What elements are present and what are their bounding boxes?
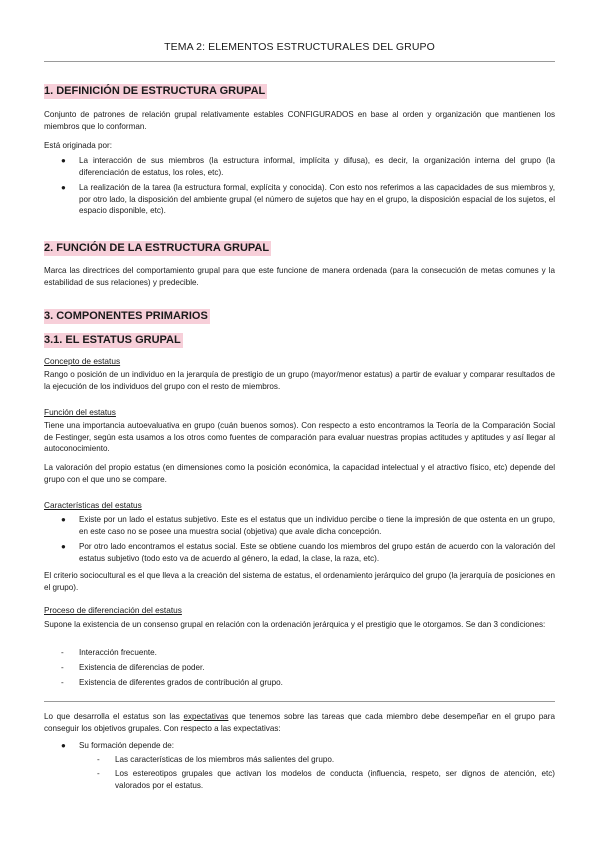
- proceso-item-3: Existencia de diferentes grados de contribución al grupo.: [79, 678, 283, 687]
- expectativas-text-before: Lo que desarrolla el estatus son las: [44, 712, 184, 721]
- expectativas-paragraph: [44, 711, 555, 734]
- concepto-title: Concepto de estatus: [44, 356, 121, 366]
- dash-marker: -: [97, 769, 100, 778]
- section-2-paragraph: Marca las directrices del comportamiento grupal para que este funcione de manera ordenada (para la consecución de metas comunes y la estabilidad de sus relaciones) y predecible.: [44, 266, 555, 287]
- caracteristicas-bullet-1: Existe por un lado el estatus subjetivo. Este es el estatus que un individuo percibe o tiene la impresión de que ostenta en un grupo, en este caso no se posee una muestra social (objetiva) que avale dicha concepción.: [79, 515, 555, 536]
- expectativas-bullet: Su formación depende de:: [79, 741, 174, 750]
- section-1-paragraph: Conjunto de patrones de relación grupal relativamente estables CONFIGURADOS en base al orden y organización que mantienen los miembros que lo conforman.: [44, 110, 555, 131]
- proceso-paragraph: Supone la existencia de un consenso grupal en relación con la ordenación jerárquica y el prestigio que le otorgamos. Se dan 3 condiciones:: [44, 620, 546, 629]
- funcion-title: Función del estatus: [44, 407, 116, 417]
- section-2-heading: 2. FUNCIÓN DE LA ESTRUCTURA GRUPAL: [44, 242, 270, 254]
- bullet-dot: ●: [61, 183, 66, 192]
- expectativas-item-1: Las características de los miembros más salientes del grupo.: [115, 755, 335, 764]
- proceso-title: Proceso de diferenciación del estatus: [44, 605, 182, 615]
- caracteristicas-title: Características del estatus: [44, 500, 142, 510]
- section-1-heading: 1. DEFINICIÓN DE ESTRUCTURA GRUPAL: [44, 85, 266, 97]
- title-divider: [44, 61, 555, 62]
- proceso-item-2: Existencia de diferencias de poder.: [79, 663, 205, 672]
- caracteristicas-paragraph: El criterio sociocultural es el que lleva a la creación del sistema de estatus, el ordenamiento jerárquico del grupo (la jerarquía de posiciones en el grupo).: [44, 571, 555, 592]
- funcion-paragraph-2: La valoración del propio estatus (en dimensiones como la posición económica, la capacidad intelectual y el atractivo físico, etc) depende del grupo con el que uno se compare.: [44, 463, 555, 484]
- expectativas-text-after: que tenemos sobre las tareas que cada miembro debe desempeñar en el grupo para conseguir los objetivos grupales. Con respecto a las expectativas:: [44, 712, 555, 733]
- section-divider: [44, 701, 555, 702]
- section-3-heading: 3. COMPONENTES PRIMARIOS: [44, 310, 208, 322]
- dash-marker: -: [61, 663, 64, 672]
- bullet-dot: ●: [61, 741, 66, 750]
- expectativas-term: expectativas: [183, 712, 229, 721]
- proceso-item-1: Interacción frecuente.: [79, 648, 157, 657]
- dash-marker: -: [97, 755, 100, 764]
- bullet-dot: ●: [61, 542, 66, 551]
- document-title: TEMA 2: ELEMENTOS ESTRUCTURALES DEL GRUPO: [164, 41, 435, 53]
- bullet-dot: ●: [61, 515, 66, 524]
- bullet-dot: ●: [61, 156, 66, 165]
- funcion-paragraph-1: Tiene una importancia autoevaluativa en grupo (cuán buenos somos). Con respecto a esto encontramos la Teoría de la Comparación Social de Festinger, según esta usamos a los otros como fuentes de comparación para evaluar nuestras propias actitudes y aptitudes y así llegar al autoconocimiento.: [44, 421, 555, 454]
- dash-marker: -: [61, 648, 64, 657]
- dash-marker: -: [61, 678, 64, 687]
- section-1-bullet-1: La interacción de sus miembros (la estructura informal, implícita y difusa), es decir, la organización interna del grupo (la diferenciación de estatus, los roles, etc).: [79, 156, 555, 177]
- caracteristicas-bullet-2: Por otro lado encontramos el estatus social. Este se obtiene cuando los miembros del grupo están de acuerdo con la valoración del estatus subjetivo (todo esto va de acuerdo al género, la edad, la clase, la raza, etc).: [79, 542, 555, 563]
- concepto-paragraph: Rango o posición de un individuo en la jerarquía de prestigio de un grupo (mayor/menor estatus) a partir de evaluar y comparar resultados de la ejecución de los individuos del grupo con el resto de miembros.: [44, 370, 555, 391]
- section-3-1-heading: 3.1. EL ESTATUS GRUPAL: [44, 334, 181, 346]
- section-1-intro: Está originada por:: [44, 141, 112, 150]
- section-1-bullet-2: La realización de la tarea (la estructura formal, explícita y conocida). Con esto nos referimos a las capacidades de sus miembros y, por otro lado, la disposición del ambiente grupal (el número de sujetos que hay en el grupo, la disposición espacial de los sujetos, el espacio disponible, etc).: [79, 183, 555, 216]
- expectativas-item-2: Los estereotipos grupales que activan los modelos de conducta (influencia, respeto, ser dignos de atención, etc) valorados por el estatus.: [115, 769, 555, 790]
